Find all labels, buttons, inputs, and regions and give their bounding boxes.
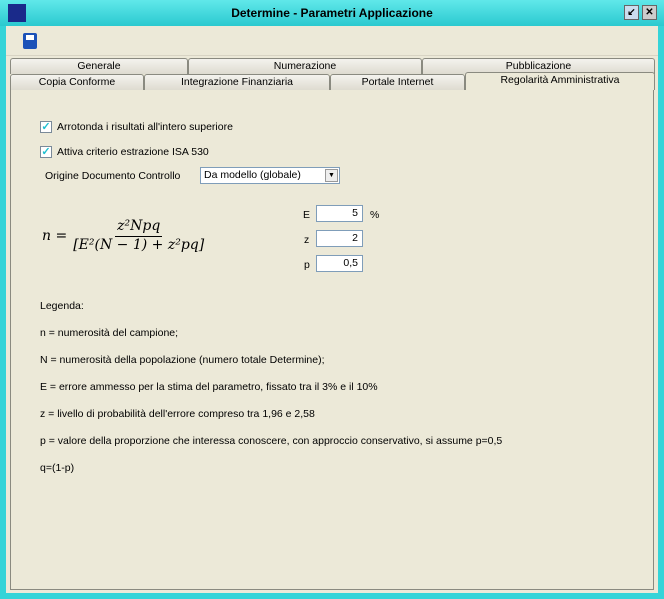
origin-value: Da modello (globale)	[204, 169, 301, 181]
window-body	[6, 26, 658, 593]
formula-denominator: [E²(N − 1) + z²pq]	[73, 237, 205, 253]
tab-regolarita-amministrativa[interactable]: Regolarità Amministrativa	[465, 72, 655, 90]
toolbar	[6, 26, 658, 56]
origin-label: Origine Documento Controllo	[45, 170, 181, 182]
legend-title: Legenda:	[40, 300, 84, 312]
z-input[interactable]: 2	[316, 230, 363, 247]
formula-lhs: n =	[42, 227, 68, 244]
z-label: z	[304, 234, 310, 246]
formula-numerator: z²Npq	[115, 218, 162, 237]
legend-item: N = numerosità della popolazione (numero totale Determine);	[40, 354, 325, 366]
tab-portale-internet[interactable]: Portale Internet	[330, 74, 465, 90]
check-icon[interactable]: ✓	[41, 121, 51, 133]
window-title: Determine - Parametri Applicazione	[231, 6, 433, 20]
tab-row-2	[10, 74, 655, 90]
legend-item: n = numerosità del campione;	[40, 327, 179, 339]
p-input[interactable]: 0,5	[316, 255, 363, 272]
isa530-checkbox[interactable]	[40, 146, 209, 158]
check-icon[interactable]: ✓	[41, 146, 51, 158]
round-up-checkbox[interactable]	[40, 121, 233, 133]
save-icon[interactable]	[23, 33, 37, 49]
legend-item: E = errore ammesso per la stima del parametro, fissato tra il 3% e il 10%	[40, 381, 378, 393]
origin-select[interactable]	[200, 167, 340, 184]
legend-item: q=(1-p)	[40, 462, 75, 474]
e-label: E	[303, 209, 311, 221]
e-unit: %	[370, 209, 380, 221]
tab-numerazione[interactable]: Numerazione	[188, 58, 422, 74]
app-icon	[8, 4, 26, 22]
restore-button[interactable]: ↙	[624, 5, 639, 20]
p-label: p	[304, 259, 310, 271]
close-button[interactable]: ✕	[642, 5, 657, 20]
tab-integrazione-finanziaria[interactable]: Integrazione Finanziaria	[144, 74, 330, 90]
chevron-down-icon[interactable]: ▼	[325, 169, 338, 182]
e-input[interactable]: 5	[316, 205, 363, 222]
tab-pubblicazione[interactable]: Pubblicazione	[422, 58, 655, 74]
tab-copia-conforme[interactable]: Copia Conforme	[10, 74, 144, 90]
tab-generale[interactable]: Generale	[10, 58, 188, 74]
legend-item: z = livello di probabilità dell'errore compreso tra 1,96 e 2,58	[40, 408, 315, 420]
formula	[42, 218, 204, 253]
tab-panel	[10, 90, 654, 590]
legend-item: p = valore della proporzione che interessa conoscere, con approccio conservativo, si assume p=0,5	[40, 435, 503, 447]
round-up-label: Arrotonda i risultati all'intero superiore	[57, 121, 233, 133]
title-bar	[0, 0, 664, 26]
isa530-label: Attiva criterio estrazione ISA 530	[57, 146, 209, 158]
